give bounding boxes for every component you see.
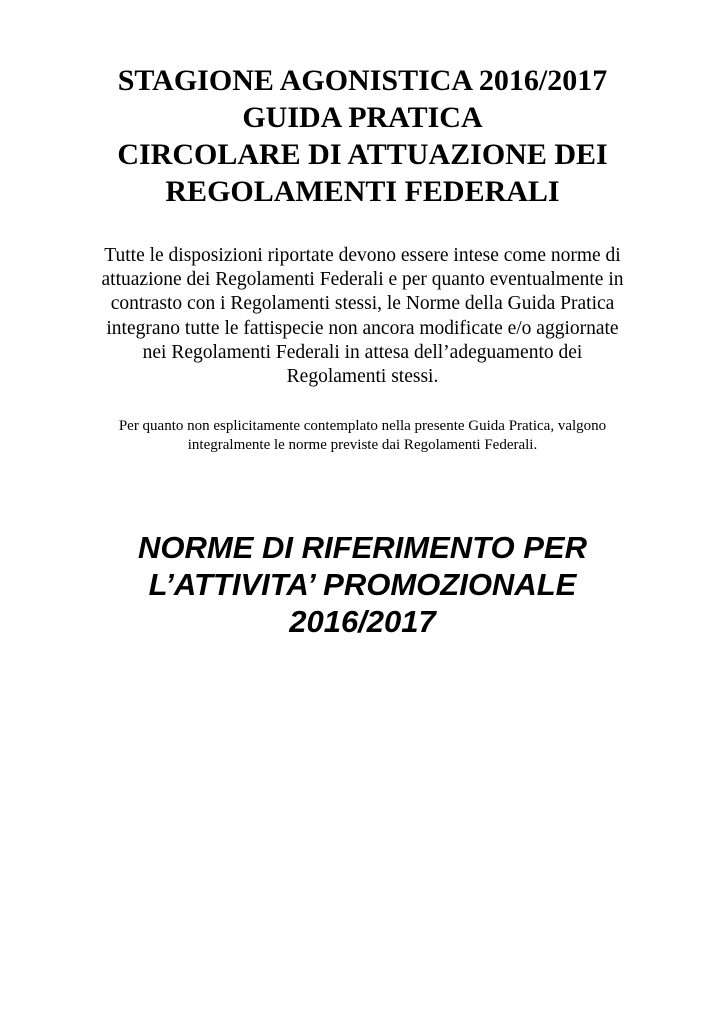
intro-line: integrano tutte le fattispecie non ancora modificate e/o aggiornate [106, 317, 619, 339]
note-paragraph [60, 417, 665, 455]
intro-paragraph [60, 244, 665, 389]
title-line-circular: CIRCOLARE DI ATTUAZIONE DEI [117, 138, 608, 171]
intro-line: attuazione dei Regolamenti Federali e per quanto eventualmente in [101, 269, 624, 291]
intro-line: contrasto con i Regolamenti stessi, le Norme della Guida Pratica [110, 293, 615, 315]
intro-line: nei Regolamenti Federali in attesa dell’adeguamento dei [142, 341, 583, 363]
note-line: integralmente le norme previste dai Regolamenti Federali. [187, 437, 538, 453]
note-line: Per quanto non esplicitamente contemplato nella presente Guida Pratica, valgono [118, 418, 607, 434]
section-heading-line: 2016/2017 [289, 604, 436, 639]
document-title [0, 62, 725, 210]
title-line-regulations: REGOLAMENTI FEDERALI [165, 175, 560, 208]
section-heading-line: NORME DI RIFERIMENTO PER [138, 530, 587, 565]
title-line-guide: GUIDA PRATICA [242, 101, 483, 134]
title-line-season: STAGIONE AGONISTICA 2016/2017 [117, 64, 608, 97]
section-heading-line: L’ATTIVITA’ PROMOZIONALE [148, 567, 577, 602]
intro-line: Regolamenti stessi. [286, 366, 439, 388]
intro-line: Tutte le disposizioni riportate devono essere intese come norme di [104, 245, 621, 266]
section-heading [0, 529, 725, 640]
